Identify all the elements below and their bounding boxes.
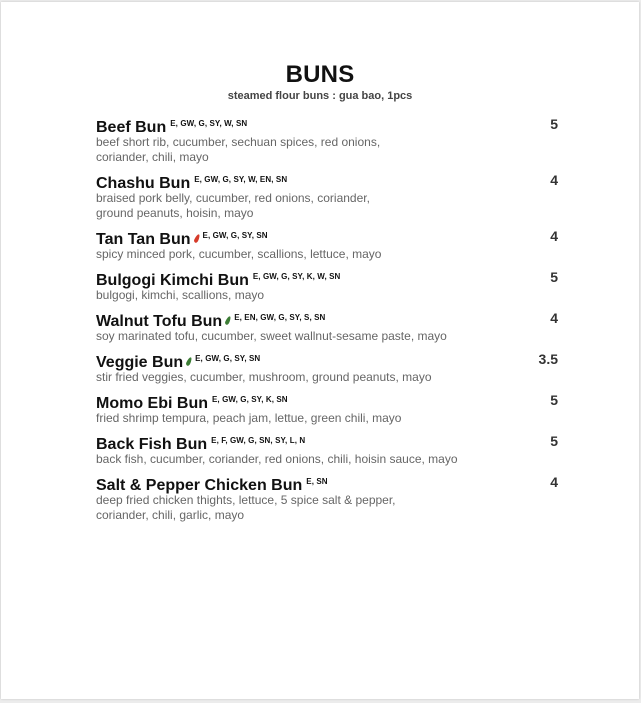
item-description: stir fried veggies, cucumber, mushroom, ground peanuts, mayo	[96, 370, 432, 384]
item-name: Back Fish Bun	[96, 436, 208, 453]
item-allergens: E, GW, G, SY, W, SN	[170, 119, 248, 128]
menu-subtitle: steamed flour buns : gua bao, 1pcs	[227, 90, 413, 102]
item-allergens: E, SN	[306, 477, 328, 486]
item-description: back fish, cucumber, coriander, red onions, chili, hoisin sauce, mayo	[96, 452, 458, 466]
item-description: braised pork belly, cucumber, red onions, coriander, ground peanuts, hoisin, mayo	[96, 191, 370, 220]
item-allergens: E, GW, G, SY, K, SN	[211, 395, 288, 404]
item-price: 4	[550, 172, 558, 188]
leaf-icon	[224, 316, 231, 326]
item-name: Veggie Bun	[96, 354, 184, 371]
menu-item-walnut-tofu-bun	[96, 307, 566, 344]
item-description: soy marinated tofu, cucumber, sweet wallnut-sesame paste, mayo	[96, 329, 447, 343]
item-price: 5	[550, 269, 558, 285]
menu-item-veggie-bun	[96, 348, 566, 385]
menu-item-back-fish-bun	[96, 430, 566, 467]
menu-page	[1, 2, 639, 699]
item-price: 5	[550, 433, 558, 449]
item-name: Beef Bun	[96, 119, 167, 136]
item-description: beef short rib, cucumber, sechuan spices, red onions, coriander, chili, mayo	[96, 135, 381, 164]
item-price: 5	[550, 392, 558, 408]
item-price: 3.5	[538, 351, 558, 367]
item-description: fried shrimp tempura, peach jam, lettue, green chili, mayo	[96, 411, 402, 425]
item-price: 5	[550, 116, 558, 132]
chili-icon	[193, 234, 200, 244]
item-name: Momo Ebi Bun	[96, 395, 208, 412]
menu-item-salt-pepper-chicken-bun	[96, 471, 566, 523]
menu-item-tan-tan-bun	[96, 225, 566, 262]
item-allergens: E, GW, G, SY, SN	[202, 231, 268, 240]
item-description: spicy minced pork, cucumber, scallions, lettuce, mayo	[96, 247, 382, 261]
menu-title: BUNS	[285, 61, 355, 88]
item-description: bulgogi, kimchi, scallions, mayo	[96, 288, 265, 302]
item-description: deep fried chicken thights, lettuce, 5 spice salt & pepper, coriander, chili, garlic, mayo	[96, 493, 396, 522]
leaf-icon	[185, 357, 192, 367]
item-name: Chashu Bun	[96, 175, 191, 192]
menu-item-beef-bun	[96, 113, 566, 165]
item-name: Bulgogi Kimchi Bun	[96, 272, 249, 289]
item-name: Walnut Tofu Bun	[96, 313, 223, 330]
item-allergens: E, GW, G, SY, K, W, SN	[252, 272, 341, 281]
item-price: 4	[550, 228, 558, 244]
item-allergens: E, F, GW, G, SN, SY, L, N	[211, 436, 306, 445]
menu-item-bulgogi-kimchi-bun	[96, 266, 566, 303]
item-price: 4	[550, 474, 558, 490]
menu-item-chashu-bun	[96, 169, 566, 221]
item-name: Salt & Pepper Chicken Bun	[96, 477, 303, 494]
menu-items-list	[96, 113, 566, 527]
item-price: 4	[550, 310, 558, 326]
item-allergens: E, EN, GW, G, SY, S, SN	[234, 313, 326, 322]
item-name: Tan Tan Bun	[96, 231, 191, 248]
item-allergens: E, GW, G, SY, SN	[195, 354, 261, 363]
item-allergens: E, GW, G, SY, W, EN, SN	[194, 175, 288, 184]
menu-item-momo-ebi-bun	[96, 389, 566, 426]
